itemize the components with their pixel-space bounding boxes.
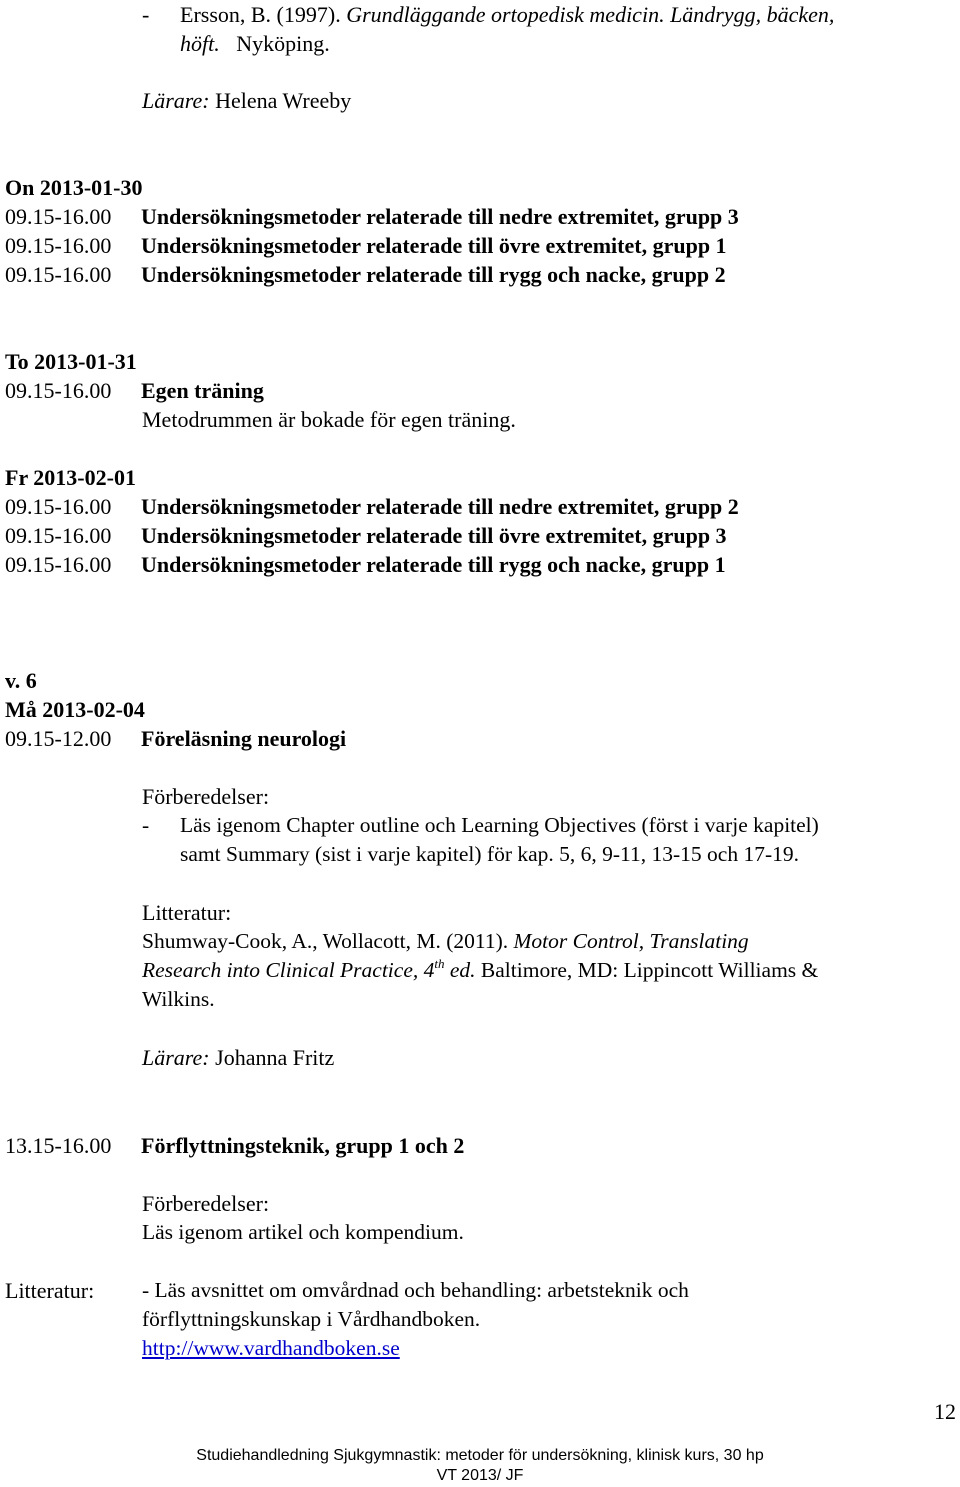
prep-text-2: samt Summary (sist i varje kapitel) för kap. 5, 6, 9-11, 13-15 och 17-19. [180, 842, 799, 866]
schedule-row [5, 260, 726, 289]
schedule-row [5, 492, 739, 521]
time-slot: 09.15-12.00 [5, 726, 112, 751]
prep-dash: - [142, 813, 150, 837]
reference-title-cont: höft. [180, 31, 220, 56]
time-slot: 09.15-16.00 [5, 494, 112, 519]
time-slot: 09.15-16.00 [5, 204, 112, 229]
teacher-label: Lärare: [142, 88, 210, 113]
teacher-line [142, 86, 351, 115]
session-title: Undersökningsmetoder relaterade till övre extremitet, grupp 3 [141, 523, 727, 548]
literature-text-2: förflyttningskunskap i Vårdhandboken. [142, 1307, 481, 1331]
time-slot: 13.15-16.00 [5, 1133, 112, 1158]
session-title: Undersökningsmetoder relaterade till övre extremitet, grupp 1 [141, 233, 727, 258]
schedule-row [5, 231, 727, 260]
day-heading-ma: Må 2013-02-04 [5, 697, 145, 722]
teacher-name: Johanna Fritz [215, 1045, 335, 1070]
literature-title-cont: Research into Clinical Practice, 4 [142, 958, 435, 982]
reference-line-2 [180, 29, 330, 58]
session-title: Undersökningsmetoder relaterade till rygg och nacke, grupp 1 [141, 552, 726, 577]
prep-text-1: Läs igenom Chapter outline och Learning Objectives (först i varje kapitel) [180, 813, 819, 837]
literature-label: Litteratur: [5, 1278, 95, 1303]
day-heading-fr: Fr 2013-02-01 [5, 465, 136, 490]
literature-line-1 [142, 927, 749, 956]
session-note: Metodrummen är bokade för egen träning. [142, 407, 516, 432]
prep-text: Läs igenom artikel och kompendium. [142, 1220, 464, 1244]
schedule-row [5, 521, 727, 550]
schedule-row [5, 202, 739, 231]
footer-line-2: VT 2013/ JF [436, 1467, 524, 1484]
teacher-label: Lärare: [142, 1045, 210, 1070]
day-heading-to: To 2013-01-31 [5, 349, 137, 374]
footer-line-1: Studiehandledning Sjukgymnastik: metoder för undersökning, klinisk kurs, 30 hp [196, 1447, 764, 1464]
session-title: Undersökningsmetoder relaterade till nedre extremitet, grupp 2 [141, 494, 739, 519]
time-slot: 09.15-16.00 [5, 523, 112, 548]
literature-superscript: th [434, 956, 445, 971]
literature-author: Shumway-Cook, A., Wollacott, M. (2011). [142, 929, 509, 953]
session-title: Förflyttningsteknik, grupp 1 och 2 [141, 1133, 465, 1158]
teacher-name: Helena Wreeby [215, 88, 352, 113]
reference-title: Grundläggande ortopedisk medicin. Ländrygg, bäcken, [346, 2, 835, 27]
time-slot: 09.15-16.00 [5, 233, 112, 258]
schedule-row [5, 724, 346, 753]
reference-place: Nyköping. [236, 31, 330, 56]
schedule-row [5, 550, 726, 579]
week-heading: v. 6 [5, 668, 37, 693]
session-title: Föreläsning neurologi [141, 726, 347, 751]
time-slot: 09.15-16.00 [5, 262, 112, 287]
literature-publisher: Baltimore, MD: Lippincott Williams & [480, 958, 819, 982]
time-slot: 09.15-16.00 [5, 378, 112, 403]
day-heading-on: On 2013-01-30 [5, 175, 143, 200]
vardhandboken-link[interactable]: http://www.vardhandboken.se [142, 1336, 400, 1360]
literature-label: Litteratur: [142, 900, 232, 925]
session-title: Egen träning [141, 378, 264, 403]
schedule-row [5, 1131, 464, 1160]
time-slot: 09.15-16.00 [5, 552, 112, 577]
page-number: 12 [934, 1399, 956, 1424]
literature-title: Motor Control, Translating [513, 929, 749, 953]
session-title: Undersökningsmetoder relaterade till rygg och nacke, grupp 2 [141, 262, 726, 287]
reference-dash: - [142, 2, 150, 27]
literature-text-1: - Läs avsnittet om omvårdnad och behandling: arbetsteknik och [142, 1278, 689, 1302]
teacher-line [142, 1043, 334, 1072]
prep-label: Förberedelser: [142, 1191, 270, 1216]
vardhandboken-link-row [142, 1334, 400, 1363]
literature-edition: ed. [449, 958, 476, 982]
literature-publisher-cont: Wilkins. [142, 987, 215, 1011]
literature-line-2 [142, 956, 818, 985]
reference-author: Ersson, B. (1997). [180, 2, 341, 27]
prep-label: Förberedelser: [142, 784, 270, 809]
session-title: Undersökningsmetoder relaterade till nedre extremitet, grupp 3 [141, 204, 739, 229]
schedule-row [5, 376, 264, 405]
